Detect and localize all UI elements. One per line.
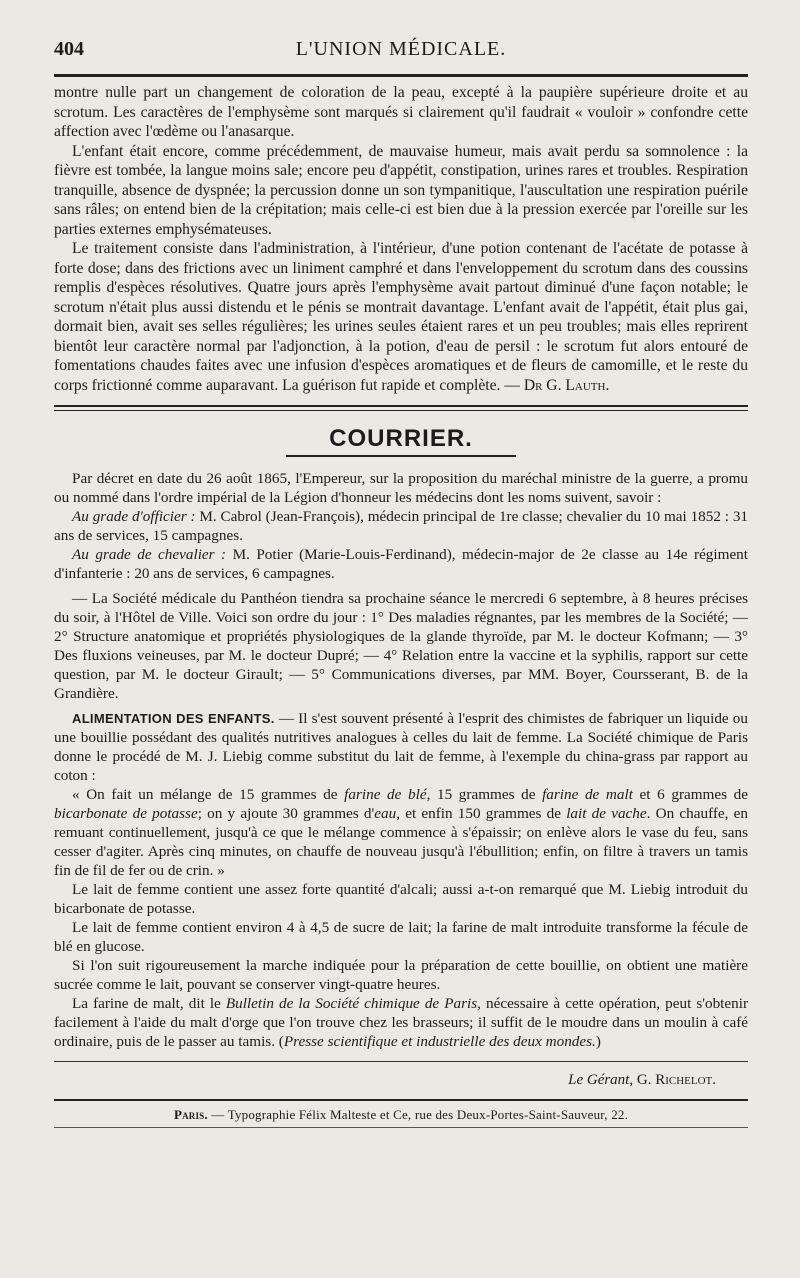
alimentation-kicker: ALIMENTATION DES ENFANTS. — [72, 711, 275, 726]
malt-presse: Presse scientifique et industrielle des deux mondes. — [283, 1033, 596, 1050]
page-number: 404 — [54, 38, 84, 60]
quote-part-4: ; on y ajoute 30 grammes d' — [197, 805, 375, 822]
imprint-text: — Typographie Félix Malteste et Ce, rue des Deux-Portes-Saint-Sauveur, 22. — [211, 1107, 629, 1122]
quote-part-5: , et enfin 150 grammes de — [396, 805, 567, 822]
decree-intro: Par décret en date du 26 août 1865, l'Empereur, sur la proposition du maréchal ministre de la guerre, a promu ou nommé dans l'ordre impérial de la Légion d'honneur les médecins dont les noms suivent, savoir : — [54, 470, 748, 506]
author-signature: Dr G. Lauth. — [523, 376, 610, 394]
chevalier-paragraph — [54, 545, 748, 583]
case-paragraph-3-text: Le traitement consiste dans l'administration, à l'intérieur, d'une potion contenant de l'acétate de potasse à forte dose; dans des frictions avec un liniment camphré et dans l'enveloppement du scrotum dans des coussins remplis d'espèces résolutives. Quatre jours après l'emphysème avait partout diminué d'une façon notable; le scrotum n'était plus aussi distendu et le pénis se montrait davantage. L'enfant avait de l'appétit, était plus gai, dormait bien, avait ses selles régulières; les urines seules étaient rares et un peu troubles; mais elles reprirent bientôt leur caractère normal par l'adjonction, à la potion, d'eau de persil : le scrotum fut alors entouré de fomentations chaudes faites avec une infusion d'espèces aromatiques et de fleurs de camomille, et le reste du corps frictionné comme auparavant. La guérison fut rapide et complète. — — [54, 240, 748, 394]
quote-lait-vache: lait de vache — [566, 805, 647, 822]
case-paragraph-1: montre nulle part un changement de coloration de la peau, excepté à la paupière supérieure droite et au scrotum. Les caractères de l'emphysème sont marqués si clairement qu'il faudrait « vouloir » confondre cette affection avec l'œdème ou l'anasarque. — [54, 84, 748, 140]
liebig-recipe-quote — [54, 785, 748, 880]
officier-paragraph — [54, 507, 748, 545]
gerant-name: G. Richelot. — [636, 1072, 716, 1088]
alcali-paragraph: Le lait de femme contient une assez forte quantité d'alcali; aussi a-t-on remarqué que M. Liebig introduit du bicarbonate de potasse. — [54, 881, 748, 917]
quote-part-3: et 6 grammes de — [632, 786, 748, 803]
case-paragraph-3 — [54, 239, 748, 395]
quote-farine-ble: farine de blé — [344, 786, 427, 803]
chevalier-text: M. Potier (Marie-Louis-Ferdinand), médecin-major de 2e classe au 14e régiment d'infanterie : 20 ans de services, 6 campagnes. — [54, 546, 748, 582]
gerant-label: Le Gérant, — [568, 1072, 634, 1088]
header-rule — [54, 74, 748, 77]
malt-bulletin: Bulletin de la Société chimique de Paris — [225, 995, 478, 1012]
marche-paragraph: Si l'on suit rigoureusement la marche indiquée pour la préparation de cette bouillie, on obtient une matière sucrée comme le lait, pouvant se conserver vingt-quatre heures. — [54, 957, 748, 993]
footer-rule-bottom — [54, 1127, 748, 1128]
printer-imprint — [54, 1107, 748, 1123]
imprint-city: Paris. — [173, 1107, 208, 1122]
section-separator — [54, 405, 748, 411]
malt-part-3: ) — [595, 1033, 601, 1050]
case-report — [54, 83, 748, 395]
section-title: COURRIER. — [329, 425, 473, 452]
alimentation-text: — Il s'est souvent présenté à l'esprit des chimistes de fabriquer un liquide ou une bouillie possédant des qualités nutritives analogues à celles du lait de femme. La Société chimique de Paris donne le procédé de M. J. Liebig comme substitut du lait de femme, à l'exemple du china-grass par rapport au coton : — [54, 710, 748, 784]
footer-rule — [54, 1099, 748, 1101]
sucre-paragraph: Le lait de femme contient environ 4 à 4,5 de sucre de lait; la farine de malt introduite transforme la fécule de blé en glucose. — [54, 919, 748, 955]
quote-part-6: . On chauffe, en remuant continuellement, jusqu'à ce que le mélange commence à s'épaissir; on enlève alors le vase du feu, sans cesser d'agiter. Après cinq minutes, on chauffe de nouveau jusqu'à l'ébullition; enfin, on filtre à travers un tamis fin de fil de fer ou de crin. » — [54, 805, 748, 879]
pantheon-paragraph: — La Société médicale du Panthéon tiendra sa prochaine séance le mercredi 6 septembre, à 8 heures précises du soir, à l'Hôtel de Ville. Voici son ordre du jour : 1° Des maladies régnantes, par les membres de la Société; — 2° Structure anatomique et propriétés physiologiques de la glande thyroïde, par M. le docteur Kofmann; — 3° Des fluxions veineuses, par M. le docteur Dupré; — 4° Relation entre la vaccine et la syphilis, rapport sur cette question, par M. le docteur Girault; — 5° Communications diverses, par MM. Boyer, Coursserant, B. de la Grandière. — [54, 590, 748, 702]
gerant-line — [54, 1072, 748, 1089]
quote-bicarbonate: bicarbonate de potasse — [54, 805, 198, 822]
chevalier-label: Au grade de chevalier : — [72, 546, 227, 563]
page-header — [54, 38, 748, 72]
quote-part-2: , 15 grammes de — [426, 786, 543, 803]
gerant-rule — [54, 1061, 748, 1062]
quote-farine-malt: farine de malt — [542, 786, 633, 803]
malt-part-2: , nécessaire à cette opération, peut s'obtenir facilement à l'aide du malt d'orge que l'on trouve chez les brasseurs; il suffit de le moudre dans un moulin à café ordinaire, puis de le passer au tamis. ( — [54, 995, 748, 1050]
malt-paragraph — [54, 994, 748, 1051]
quote-part-1: « On fait un mélange de 15 grammes de — [72, 786, 345, 803]
case-paragraph-2: L'enfant était encore, comme précédemment, de mauvaise humeur, mais avait perdu sa somnolence : la fièvre est tombée, la langue moins sale; encore peu d'appétit, constipation, urines rares et troubles. Respiration tranquille, absence de dyspnée; la percussion donne un son tympanitique, l'auscultation une respiration puérile sans râles; on entend bien de la crépitation; mais celle-ci est bien due à la pression exercée par l'oreille sur les parties externes emphysémateuses. — [54, 142, 748, 238]
running-title: L'UNION MÉDICALE. — [295, 38, 507, 60]
quote-eau: eau — [374, 805, 397, 822]
alimentation-paragraph — [54, 709, 748, 785]
malt-part-1: La farine de malt, dit le — [72, 995, 226, 1012]
officier-text: M. Cabrol (Jean-François), médecin principal de 1re classe; chevalier du 10 mai 1852 : 31 ans de services, 15 campagnes. — [54, 508, 749, 544]
title-underline — [286, 455, 516, 457]
officier-label: Au grade d'officier : — [72, 508, 196, 525]
